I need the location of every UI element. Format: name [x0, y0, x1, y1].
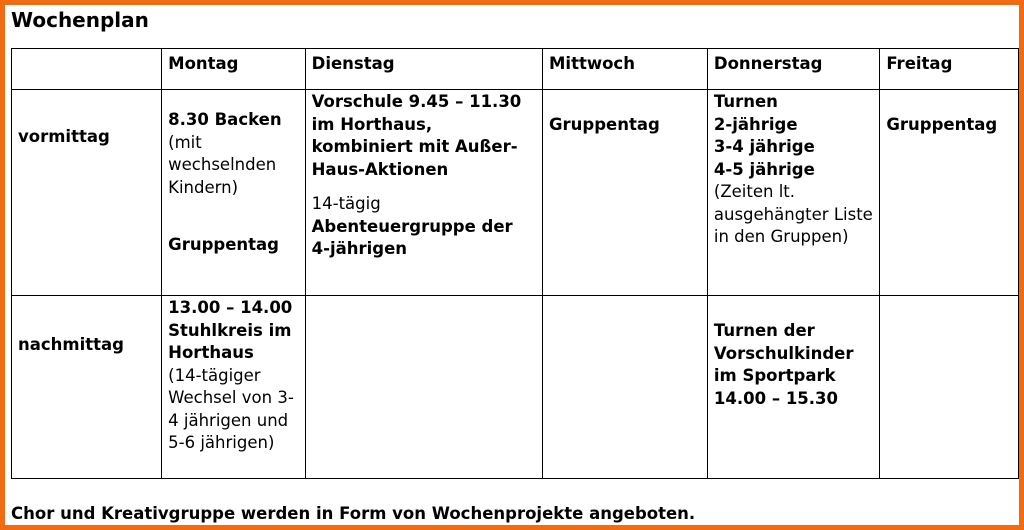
weekly-schedule-table — [11, 48, 1019, 479]
dienstag-abenteuergruppe: Abenteuergruppe der 4-jährigen — [311, 216, 513, 258]
row-nachmittag — [12, 296, 1019, 479]
montag-vormittag-gruppentag: Gruppentag — [168, 235, 279, 254]
cell-nachmittag-dienstag — [305, 296, 542, 479]
row-label-nachmittag: nachmittag — [12, 296, 162, 479]
footer-note: Chor und Kreativgruppe werden in Form von Wochenprojekte angeboten. — [11, 504, 696, 523]
corner-cell — [12, 49, 162, 90]
row-label-vormittag: vormittag — [12, 90, 162, 296]
dienstag-vorschule: Vorschule 9.45 – 11.30 im Horthaus, kombiniert mit Außer-Haus-Aktionen — [311, 92, 522, 179]
montag-vormittag-activity: 8.30 Backen — [168, 110, 282, 129]
day-header-dienstag: Dienstag — [305, 49, 542, 90]
donnerstag-turnen: Turnen — [713, 92, 778, 111]
header-row — [12, 49, 1019, 90]
cell-vormittag-dienstag — [305, 90, 542, 296]
day-header-freitag: Freitag — [880, 49, 1019, 90]
cell-vormittag-donnerstag — [707, 90, 879, 296]
cell-nachmittag-donnerstag: Turnen der Vorschulkinder im Sportpark 14.00 – 15.30 — [707, 296, 879, 479]
montag-nachmittag-stuhlkreis: 13.00 – 14.00 Stuhlkreis im Horthaus — [168, 298, 293, 362]
donnerstag-2-jaehrige: 2-jährige — [713, 114, 798, 134]
page-title: Wochenplan — [11, 8, 149, 32]
cell-vormittag-montag — [162, 90, 305, 296]
donnerstag-4-5-jaehrige: 4-5 jährige — [713, 159, 815, 179]
cell-nachmittag-mittwoch — [543, 296, 708, 479]
day-header-montag: Montag — [162, 49, 305, 90]
dienstag-frequency: 14-tägig — [311, 194, 381, 213]
montag-nachmittag-note: (14-tägiger Wechsel von 3-4 jährigen und 5-6 jährigen) — [168, 365, 294, 452]
cell-nachmittag-freitag — [880, 296, 1019, 479]
day-header-mittwoch: Mittwoch — [543, 49, 708, 90]
row-vormittag — [12, 90, 1019, 296]
donnerstag-zeiten-note: (Zeiten lt. ausgehängter Liste in den Gruppen) — [713, 182, 873, 246]
cell-vormittag-freitag: Gruppentag — [880, 90, 1019, 296]
cell-vormittag-mittwoch: Gruppentag — [543, 90, 708, 296]
day-header-donnerstag: Donnerstag — [707, 49, 879, 90]
cell-nachmittag-montag — [162, 296, 305, 479]
montag-vormittag-note: (mit wechselnden Kindern) — [168, 132, 277, 197]
donnerstag-3-4-jaehrige: 3-4 jährige — [713, 137, 815, 156]
